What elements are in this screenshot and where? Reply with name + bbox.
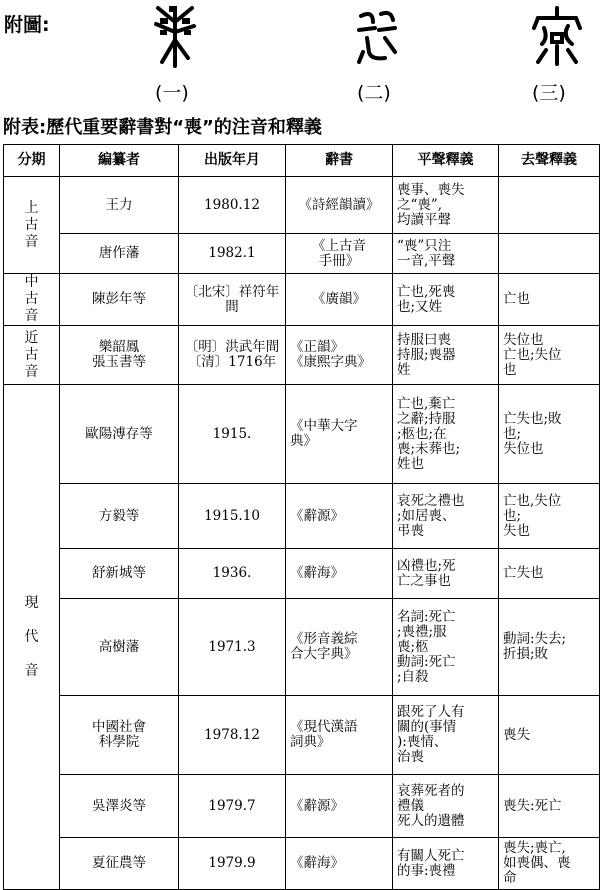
- period-shanggu: 上 古 音: [4, 177, 60, 274]
- cell-editor: 方毅等: [60, 484, 179, 549]
- table-row: [4, 274, 600, 326]
- cell-level-tone: “喪”只注 一音,平聲: [393, 234, 499, 274]
- cell-departing-tone: 亡失也;敗 也; 失位也: [499, 385, 600, 484]
- header-editor: 編纂者: [60, 145, 179, 177]
- period-jingu: 近 古 音: [4, 326, 60, 385]
- cell-departing-tone: 動詞:失去; 折損;敗: [499, 599, 600, 696]
- cell-level-tone: 有關人死亡 的事:喪禮: [393, 838, 499, 890]
- header-dictionary: 辭書: [286, 145, 393, 177]
- table-row: [4, 549, 600, 599]
- cell-level-tone: 持服曰喪 持服;喪器 姓: [393, 326, 499, 385]
- cell-date: 1936.: [179, 549, 286, 599]
- cell-departing-tone: 失位也 亡也;失位 也: [499, 326, 600, 385]
- table-header-row: [4, 145, 600, 177]
- table-row: [4, 484, 600, 549]
- cell-level-tone: 跟死了人有 關的(事情 ):喪情、 治喪: [393, 696, 499, 775]
- table-title: 附表:歷代重要辭書對“喪”的注音和釋義: [3, 117, 322, 138]
- table-row: [4, 234, 600, 274]
- header-date: 出版年月: [179, 145, 286, 177]
- cell-dictionary: 《中華大字 典》: [286, 385, 393, 484]
- bronze-glyph-icon: [355, 8, 400, 68]
- table-row: [4, 385, 600, 484]
- seal-glyph-icon: [532, 6, 582, 68]
- figure-caption-3: (三): [532, 82, 566, 104]
- oracle-bone-glyph-icon: [150, 0, 200, 70]
- cell-departing-tone: [499, 234, 600, 274]
- table-row: [4, 326, 600, 385]
- cell-departing-tone: 喪失;喪亡, 如喪偶、喪 命: [499, 838, 600, 890]
- cell-departing-tone: [499, 177, 600, 234]
- cell-dictionary: 《現代漢語 詞典》: [286, 696, 393, 775]
- cell-dictionary: 《辭源》: [286, 775, 393, 838]
- cell-dictionary: 《形音義綜 合大字典》: [286, 599, 393, 696]
- cell-departing-tone: 喪失:死亡: [499, 775, 600, 838]
- cell-date: 1982.1: [179, 234, 286, 274]
- cell-editor: 夏征農等: [60, 838, 179, 890]
- cell-level-tone: 名詞:死亡 ;喪禮;服 喪;柩 動詞:死亡 ;自殺: [393, 599, 499, 696]
- cell-editor: 陳彭年等: [60, 274, 179, 326]
- cell-dictionary: 《辭源》: [286, 484, 393, 549]
- period-zhonggu: 中 古 音: [4, 274, 60, 326]
- cell-departing-tone: 亡失也: [499, 549, 600, 599]
- cell-editor: 高樹藩: [60, 599, 179, 696]
- header-departing-tone: 去聲釋義: [499, 145, 600, 177]
- figure-caption-1: (一): [155, 82, 189, 104]
- cell-level-tone: 哀葬死者的 禮儀 死人的遺體: [393, 775, 499, 838]
- cell-level-tone: 喪事、喪失 之“喪”, 均讀平聲: [393, 177, 499, 234]
- cell-date: 1915.: [179, 385, 286, 484]
- cell-editor: 吳澤炎等: [60, 775, 179, 838]
- cell-level-tone: 凶禮也;死 亡之事也: [393, 549, 499, 599]
- cell-date: 1978.12: [179, 696, 286, 775]
- cell-date: 〔明〕洪武年間 〔清〕1716年: [179, 326, 286, 385]
- cell-level-tone: 哀死之禮也 ;如居喪、 弔喪: [393, 484, 499, 549]
- cell-level-tone: 亡也,死喪 也;又姓: [393, 274, 499, 326]
- cell-dictionary: 《廣韻》: [286, 274, 393, 326]
- table-row: [4, 177, 600, 234]
- cell-dictionary: 《詩經韻讀》: [286, 177, 393, 234]
- cell-date: 〔北宋〕祥符年間: [179, 274, 286, 326]
- cell-date: 1971.3: [179, 599, 286, 696]
- cell-date: 1979.9: [179, 838, 286, 890]
- cell-editor: 中國社會 科學院: [60, 696, 179, 775]
- figure-label: 附圖:: [4, 14, 50, 36]
- cell-departing-tone: 亡也: [499, 274, 600, 326]
- pronunciation-table: [3, 144, 600, 890]
- cell-dictionary: 《辭海》: [286, 549, 393, 599]
- cell-departing-tone: 亡也,失位 也; 失也: [499, 484, 600, 549]
- cell-dictionary: 《正韻》 《康熙字典》: [286, 326, 393, 385]
- figure-caption-2: (二): [357, 82, 391, 104]
- cell-date: 1979.7: [179, 775, 286, 838]
- table-row: [4, 599, 600, 696]
- cell-level-tone: 亡也,棄亡 之辭;持服 ;柩也;在 喪;未葬也; 姓也: [393, 385, 499, 484]
- cell-editor: 歐陽溥存等: [60, 385, 179, 484]
- header-period: 分期: [4, 145, 60, 177]
- cell-date: 1980.12: [179, 177, 286, 234]
- period-xiandai: 現 代 音: [4, 385, 60, 890]
- cell-editor: 王力: [60, 177, 179, 234]
- table-row: [4, 696, 600, 775]
- table-row: [4, 838, 600, 890]
- cell-date: 1915.10: [179, 484, 286, 549]
- cell-departing-tone: 喪失: [499, 696, 600, 775]
- table-row: [4, 775, 600, 838]
- header-level-tone: 平聲釋義: [393, 145, 499, 177]
- cell-editor: 舒新城等: [60, 549, 179, 599]
- cell-dictionary: 《辭海》: [286, 838, 393, 890]
- cell-editor: 樂韶鳳 張玉書等: [60, 326, 179, 385]
- cell-editor: 唐作藩: [60, 234, 179, 274]
- cell-dictionary: 《上古音 手冊》: [286, 234, 393, 274]
